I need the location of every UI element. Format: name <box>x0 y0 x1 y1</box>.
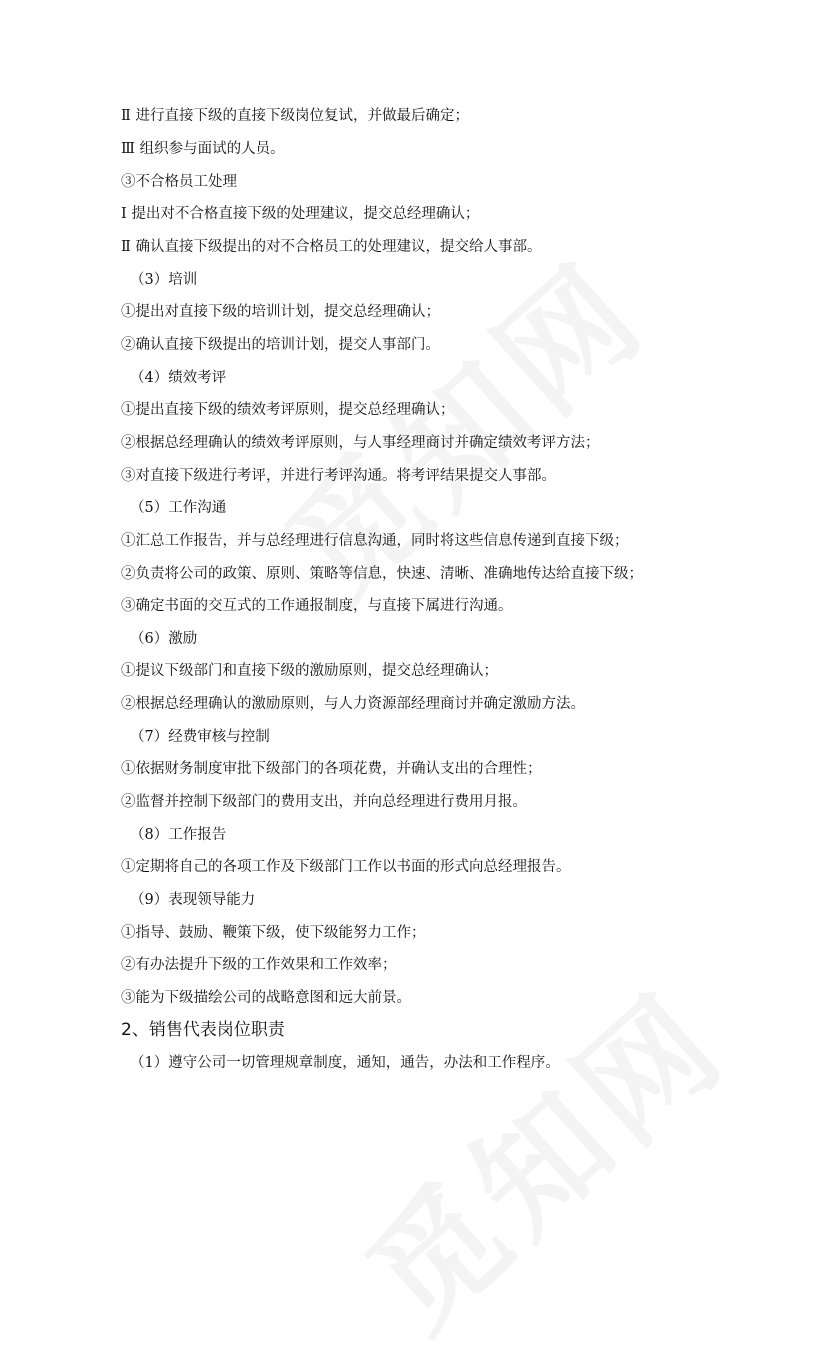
section-heading: （7）经费审核与控制 <box>130 729 270 745</box>
text-line: Ⅲ 组织参与面试的人员。 <box>121 141 285 157</box>
section-heading: （4）绩效考评 <box>130 370 227 386</box>
text-line: ②监督并控制下级部门的费用支出，并向总经理进行费用月报。 <box>121 794 527 810</box>
text-line: Ⅱ 进行直接下级的直接下级岗位复试，并做最后确定； <box>121 108 469 124</box>
section-heading: （5）工作沟通 <box>130 500 227 516</box>
text-line: ①提出对直接下级的培训计划，提交总经理确认； <box>121 304 440 320</box>
text-line: ②根据总经理确认的绩效考评原则，与人事经理商讨并确定绩效考评方法； <box>121 435 600 451</box>
text-line: ③不合格员工处理 <box>121 174 237 190</box>
text-line: （1）遵守公司一切管理规章制度，通知，通告，办法和工作程序。 <box>130 1055 560 1071</box>
text-line: ①依据财务制度审批下级部门的各项花费，并确认支出的合理性； <box>121 761 542 777</box>
text-line: ③确定书面的交互式的工作通报制度，与直接下属进行沟通。 <box>121 598 513 614</box>
text-line: Ⅰ 提出对不合格直接下级的处理建议，提交总经理确认； <box>121 206 480 222</box>
text-line: ①指导、鼓励、鞭策下级，使下级能努力工作； <box>121 925 426 941</box>
text-line: ③对直接下级进行考评，并进行考评沟通。将考评结果提交人事部。 <box>121 468 556 484</box>
text-line: ③能为下级描绘公司的战略意图和远大前景。 <box>121 990 411 1006</box>
section-heading: （3）培训 <box>130 272 198 288</box>
text-line: ②根据总经理确认的激励原则，与人力资源部经理商讨并确定激励方法。 <box>121 696 585 712</box>
text-line: ①提出直接下级的绩效考评原则，提交总经理确认； <box>121 402 455 418</box>
chapter-heading: 2、销售代表岗位职责 <box>121 1020 285 1040</box>
section-heading: （8）工作报告 <box>130 827 227 843</box>
text-line: ①定期将自己的各项工作及下级部门工作以书面的形式向总经理报告。 <box>121 859 571 875</box>
text-line: ①提议下级部门和直接下级的激励原则，提交总经理确认； <box>121 663 498 679</box>
text-line: ②负责将公司的政策、原则、策略等信息，快速、清晰、准确地传达给直接下级； <box>121 566 643 582</box>
text-line: Ⅱ 确认直接下级提出的对不合格员工的处理建议，提交给人事部。 <box>121 239 542 255</box>
section-heading: （9）表现领导能力 <box>130 892 256 908</box>
text-line: ②有办法提升下级的工作效果和工作效率； <box>121 957 397 973</box>
section-heading: （6）激励 <box>130 631 198 647</box>
text-line: ②确认直接下级提出的培训计划，提交人事部门。 <box>121 337 440 353</box>
text-line: ①汇总工作报告，并与总经理进行信息沟通，同时将这些信息传递到直接下级； <box>121 533 629 549</box>
